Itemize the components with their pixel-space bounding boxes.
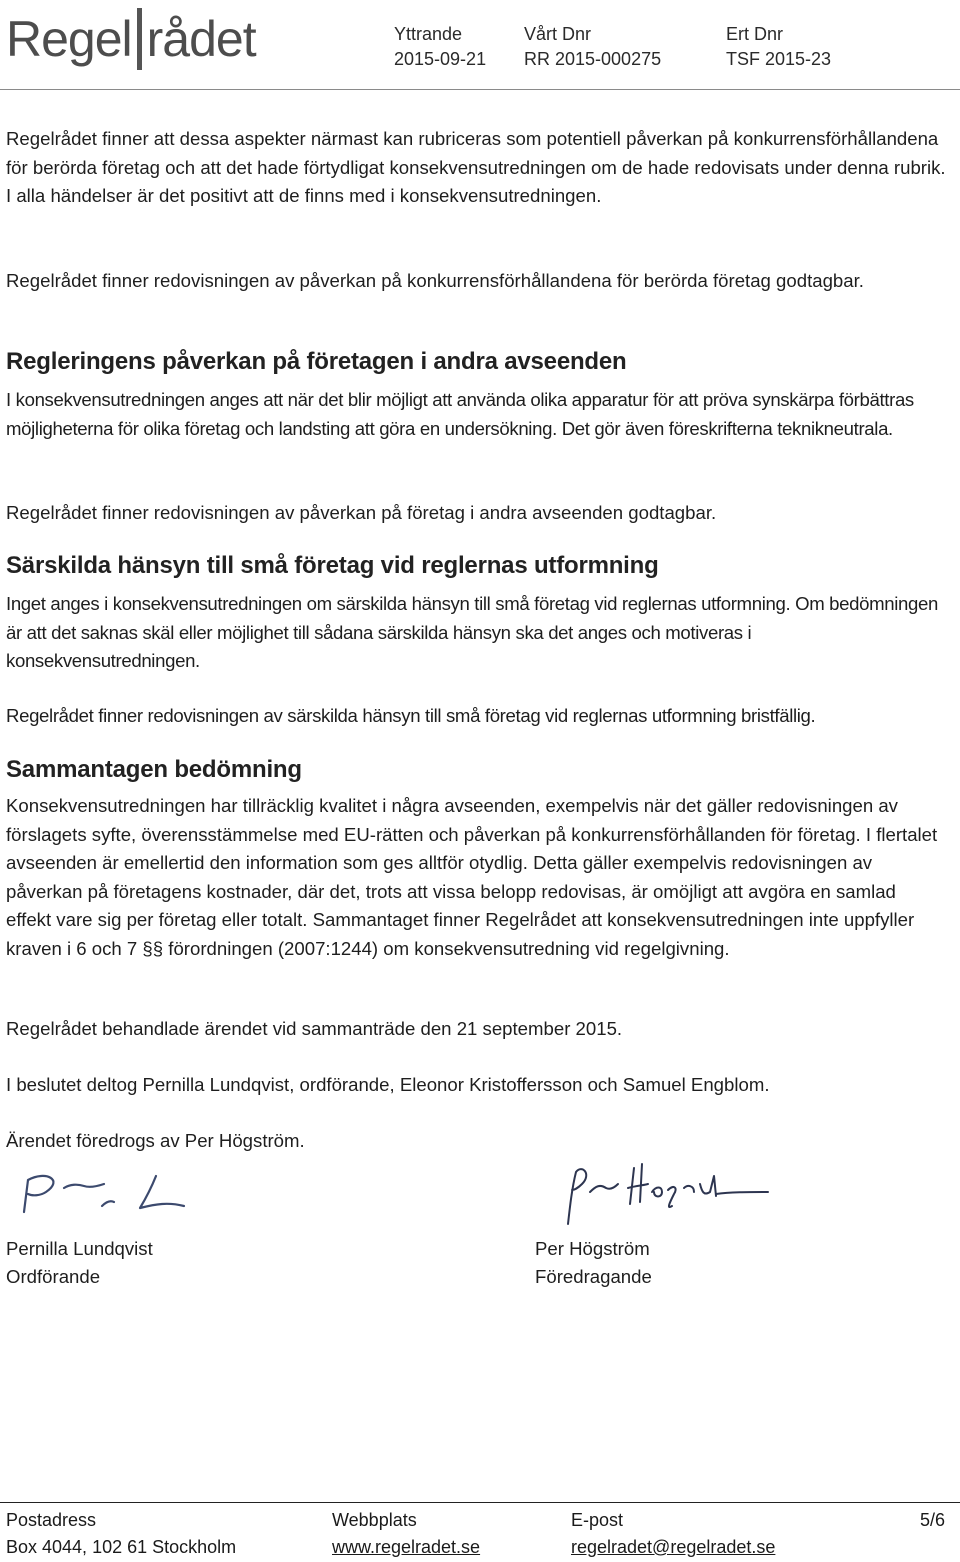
paragraph-other-impacts-verdict: Regelrådet finner redovisningen av påverkan på företag i andra avseenden godtagbar.: [6, 502, 717, 523]
meta-value: RR 2015-000275: [524, 49, 662, 69]
logo-wordmark: [6, 6, 266, 72]
regelradet-logo: [6, 6, 266, 72]
header-divider: [0, 89, 960, 90]
signatory-hogstrom: [535, 1235, 652, 1291]
footer-address-label: Postadress: [6, 1510, 97, 1530]
signatory-name: Pernilla Lundqvist: [6, 1238, 153, 1259]
signature-hogstrom: [538, 1158, 774, 1230]
meta-label: Yttrande: [394, 24, 463, 44]
page-number: 5/6: [920, 1510, 946, 1530]
signature-lundqvist: [6, 1162, 220, 1224]
footer-email-link[interactable]: regelradet@regelradet.se: [571, 1537, 776, 1557]
paragraph-competition-aspects: Regelrådet finner att dessa aspekter närmast kan rubriceras som potentiell påverkan på konkurrensförhållandena för berörda företag och att det hade förtydligat konsekvensutredningen om de hade redovisats under denna rubrik. I alla händelser är det positivt att de finns med i konsekvensutredningen.: [6, 128, 946, 206]
meta-value: TSF 2015-23: [726, 49, 832, 69]
signatory-name: Per Högström: [535, 1238, 650, 1259]
footer-address: [6, 1507, 236, 1561]
heading-overall-assessment: Sammantagen bedömning: [6, 756, 302, 783]
paragraph-small-business-verdict: Regelrådet finner redovisningen av särskilda hänsyn till små företag vid reglernas utformning bristfällig.: [6, 705, 816, 726]
meta-vart-dnr: [524, 22, 661, 72]
paragraph-other-impacts: I konsekvensutredningen anges att när det blir möjligt att använda olika apparatur för att pröva synskärpa förbättras möjligheterna för olika företag och landsting att göra en undersökning. Det gör även föreskrifterna teknikneutrala.: [6, 389, 914, 439]
paragraph-participants: I beslutet deltog Pernilla Lundqvist, ordförande, Eleonor Kristoffersson och Samuel Engblom.: [6, 1074, 770, 1095]
signatory-lundqvist: [6, 1235, 153, 1291]
footer-website-label: Webbplats: [332, 1510, 417, 1530]
meta-yttrande: [394, 22, 486, 72]
paragraph-overall-assessment: Konsekvensutredningen har tillräcklig kvalitet i några avseenden, exempelvis när det gäller redovisningen av förslagets syfte, överensstämmelse med EU-rätten och påverkan på konkurrensförhållanden för företag. I flertalet avseenden är emellertid den information som ges alltför otydlig. Detta gäller exempelvis redovisningen av påverkan på företagens kostnader, där det, trots att vissa belopp redovisas, är omöjligt att avgöra en samlad effekt vare sig per företag eller totalt. Sammantaget finner Regelrådet att konsekvensutredningen inte uppfyller kraven i 6 och 7 §§ förordningen (2007:1244) om konsekvensutredning vid regelgivning.: [6, 795, 938, 959]
logo-text-left: Regel: [6, 11, 132, 67]
meta-value: 2015-09-21: [394, 49, 487, 69]
meta-label: Ert Dnr: [726, 24, 784, 44]
footer-divider: [0, 1502, 960, 1503]
heading-small-business: Särskilda hänsyn till små företag vid reglernas utformning: [6, 552, 659, 579]
meta-label: Vårt Dnr: [524, 24, 592, 44]
logo-text-right: rådet: [146, 11, 256, 67]
paragraph-presenter: Ärendet föredrogs av Per Högström.: [6, 1130, 305, 1151]
footer-address-value: Box 4044, 102 61 Stockholm: [6, 1537, 237, 1557]
paragraph-competition-verdict: Regelrådet finner redovisningen av påverkan på konkurrensförhållandena för berörda företag godtagbar.: [6, 270, 864, 291]
signatory-role: Föredragande: [535, 1266, 652, 1287]
paragraph-small-business: Inget anges i konsekvensutredningen om särskilda hänsyn till små företag vid reglernas utformning. Om bedömningen är att det saknas skäl eller möjlighet till sådana särskilda hänsyn ska det anges och motiveras i konsekvensutredningen.: [6, 593, 938, 671]
logo-divider-bar: [137, 8, 142, 70]
footer-website: [332, 1507, 480, 1561]
paragraph-meeting: Regelrådet behandlade ärendet vid sammanträde den 21 september 2015.: [6, 1018, 623, 1039]
footer-email-label: E-post: [571, 1510, 624, 1530]
meta-ert-dnr: [726, 22, 831, 72]
footer-email: [571, 1507, 775, 1561]
heading-other-impacts: Regleringens påverkan på företagen i andra avseenden: [6, 348, 627, 375]
signatory-role: Ordförande: [6, 1266, 101, 1287]
footer-website-link[interactable]: www.regelradet.se: [332, 1537, 481, 1557]
